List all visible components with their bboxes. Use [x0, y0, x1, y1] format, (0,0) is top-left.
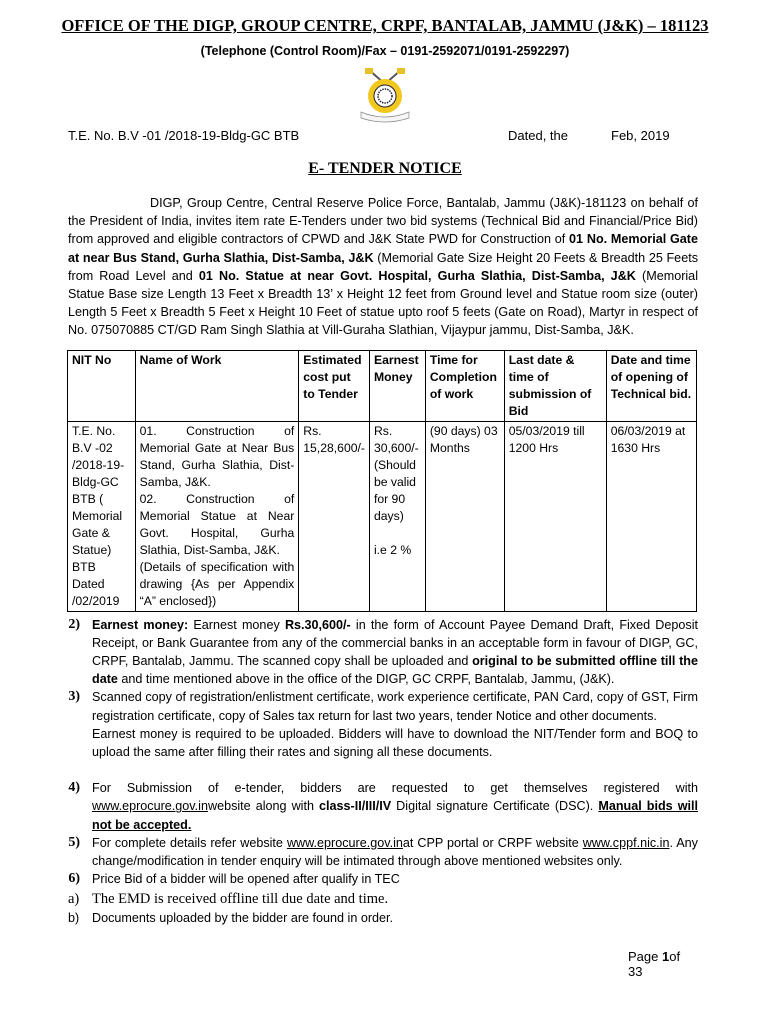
- telephone-line: (Telephone (Control Room)/Fax – 0191-2592071/0191-2592297): [200, 44, 570, 58]
- text-segment: Earnest money: [188, 617, 285, 632]
- document-body: [68, 194, 698, 979]
- office-header: OFFICE OF THE DIGP, GROUP CENTRE, CRPF, BANTALAB, JAMMU (J&K) – 181123: [61, 16, 709, 35]
- sub-item-text: The EMD is received offline till due date and time.: [92, 891, 389, 908]
- text-segment: and time mentioned above in the office of the DIGP, GC CRPF, Bantalab, Jammu, (J&K).: [117, 672, 615, 687]
- page-number: [68, 949, 698, 979]
- text-segment: 01 No. Memorial Gate at near Bus Stand, Gurha Slathia, Dist-Samba, J&K: [68, 232, 698, 265]
- text-segment: DIGP, Group Centre, Central Reserve Police Force, Bantalab, Jammu (J&K)-181123 on behalf of the President of India, invites item rate E-Tenders under two bid systems (Technical Bid and Financial/Price Bid) from approved and eligible contractors of CPWD and J&K State PWD for Construction of: [68, 196, 698, 247]
- item-extra-text: Earnest money is required to be uploaded. Bidders will have to download the NIT/Tender form and BOQ to upload the same after filling their rates and signing all these documents.: [92, 726, 698, 760]
- column-header: Time for Completion of work: [425, 350, 504, 421]
- text-segment: Price Bid of a bidder will be opened after qualify in TEC: [92, 872, 400, 887]
- table-row: [68, 421, 697, 611]
- name-of-work-cell: [135, 421, 299, 611]
- list-item: [68, 779, 698, 834]
- sub-item-label: b): [68, 910, 80, 925]
- link-text[interactable]: www.eprocure.gov.in: [92, 799, 208, 814]
- text-segment: For complete details refer website: [92, 835, 287, 850]
- earnest-percent: i.e 2 %: [373, 542, 412, 557]
- text-segment: class-II/III/IV: [319, 799, 392, 814]
- text-segment: website along with: [207, 799, 320, 814]
- estimated-cost-cell: Rs. 15,28,600/-: [299, 421, 370, 611]
- page-total: of 33: [628, 948, 681, 979]
- item-number: 5): [68, 834, 80, 850]
- sub-list-item: [68, 909, 698, 927]
- sub-list-item: [68, 890, 698, 908]
- column-header: Last date & time of submission of Bid: [504, 350, 606, 421]
- item-number: 6): [68, 871, 80, 887]
- item-number: 2): [68, 616, 80, 632]
- work-item: (Details of specification with drawing {As per Appendix “A” enclosed}): [139, 559, 295, 608]
- earnest-money-cell: [369, 421, 425, 611]
- text-segment: . Any change/modification in tender enquiry will be intimated through above mentioned websites only.: [92, 835, 698, 869]
- text-segment: Rs.30,600/-: [284, 617, 351, 632]
- link-text[interactable]: www.eprocure.gov.in: [286, 835, 403, 850]
- column-header: Date and time of opening of Technical bid.: [606, 350, 696, 421]
- text-segment: in the form of Account Payee Demand Draft, Fixed Deposit Receipt, or Bank Guarantee from any of the commercial banks in an acceptable form in favour of DIGP, GC, CRPF, Bantalab, Jammu. The scanned copy shall be uploaded and: [92, 617, 698, 669]
- item-number: 4): [68, 780, 80, 796]
- text-segment: at CPP portal or CRPF website: [402, 835, 583, 850]
- list-item: [68, 834, 698, 870]
- opening-date-cell: 06/03/2019 at 1630 Hrs: [606, 421, 696, 611]
- earnest-money-value: Rs. 30,600/- (Should be valid for 90 days): [373, 423, 419, 523]
- completion-time-cell: (90 days) 03 Months: [425, 421, 504, 611]
- dated-label: Dated, the: [508, 128, 568, 143]
- column-header: Name of Work: [135, 350, 299, 421]
- link-text[interactable]: www.cppf.nic.in: [582, 835, 670, 850]
- page-current: 1: [661, 948, 670, 964]
- item-number: 3): [68, 689, 80, 705]
- table-header-row: [68, 350, 697, 421]
- notice-date: Feb, 2019: [611, 128, 670, 143]
- nit-number-cell: T.E. No. B.V -02 /2018-19- Bldg-GC BTB ( Memorial Gate & Statue) BTB Dated /02/2019: [68, 421, 136, 611]
- column-header: Estimated cost put to Tender: [299, 350, 370, 421]
- work-item: 02. Construction of Memorial Statue at Near Govt. Hospital, Gurha Slathia, Dist-Samba, J&K.: [139, 491, 295, 557]
- column-header: NIT No: [68, 350, 136, 421]
- page-label: Page: [628, 948, 662, 964]
- list-item: [68, 688, 698, 761]
- crpf-emblem-logo: [355, 66, 415, 124]
- sub-item-label: a): [68, 891, 80, 908]
- text-segment: (Memorial Gate Size Height 20 Feets & Breadth 25 Feets from Road Level and: [68, 250, 698, 283]
- column-header: Earnest Money: [369, 350, 425, 421]
- text-segment: Scanned copy of registration/enlistment certificate, work experience certificate, PAN Card, copy of GST, Firm registration certificate, copy of Sales tax return for last two years, tender Notice and other documents.: [92, 690, 698, 723]
- tender-table: [67, 350, 697, 612]
- conditions-list: [68, 616, 698, 927]
- sub-item-text: Documents uploaded by the bidder are found in order.: [92, 910, 394, 925]
- text-segment: Earnest money:: [92, 617, 189, 632]
- text-segment: original to be submitted offline till the date: [92, 654, 698, 687]
- work-item: 01. Construction of Memorial Gate at Near Bus Stand, Gurha Slathia, Dist-Samba, J&K.: [139, 423, 295, 489]
- intro-paragraph: [68, 194, 698, 340]
- page-title: E- TENDER NOTICE: [308, 160, 462, 177]
- text-segment: 01 No. Statue at near Govt. Hospital, Gurha Slathia, Dist-Samba, J&K: [198, 268, 636, 283]
- last-date-cell: 05/03/2019 till 1200 Hrs: [504, 421, 606, 611]
- list-item: [68, 616, 698, 689]
- text-segment: For Submission of e-tender, bidders are requested to get themselves registered with: [92, 781, 698, 796]
- tender-reference-number: T.E. No. B.V -01 /2018-19-Bldg-GC BTB: [68, 128, 300, 143]
- list-item: [68, 870, 698, 888]
- text-segment: (Memorial Statue Base size Length 13 Feet x Breadth 13’ x Height 12 feet from Ground level and Statue room size (outer) Length 5 Feet x Breadth 5 Feet x Height 10 Feet of statue upto roof 5 feets (Gate on Road), Martyr in respect of No. 075070885 CT/GD Ram Singh Slathia at Vill-Guraha Slathian, Vijaypur jammu, Dist-Samba, J&K.: [68, 268, 698, 338]
- text-segment: Digital signature Certificate (DSC).: [391, 799, 599, 814]
- link-text: Manual bids will not be accepted.: [92, 799, 698, 832]
